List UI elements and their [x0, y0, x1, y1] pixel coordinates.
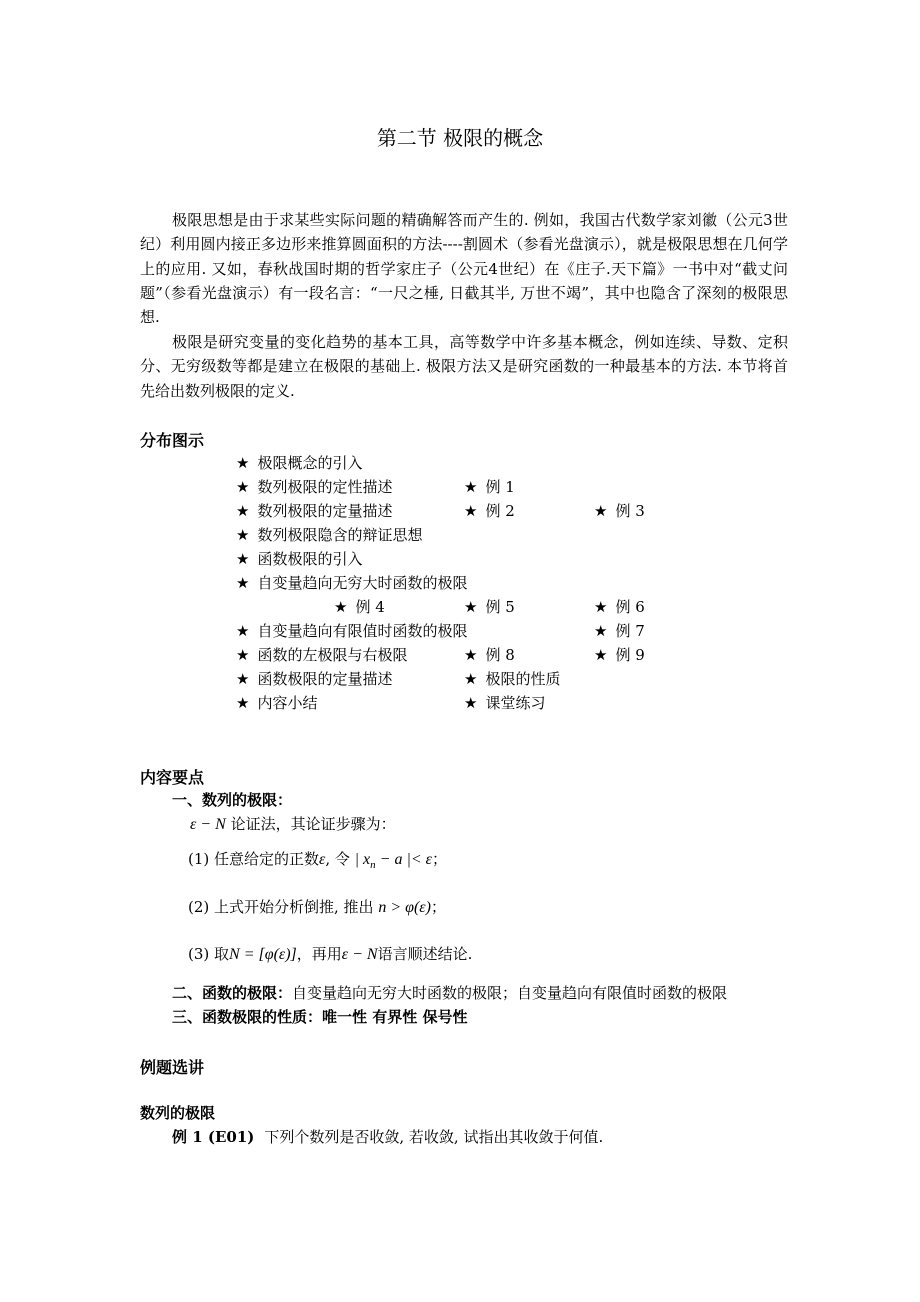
outline-heading: 分布图示 — [140, 431, 205, 450]
outline-example: ★ 例 4 — [334, 598, 385, 616]
outline-example: ★ 例 8 — [464, 646, 515, 664]
star-icon: ★ — [236, 574, 250, 592]
star-icon: ★ — [464, 646, 478, 664]
star-icon: ★ — [236, 550, 250, 568]
star-icon: ★ — [464, 670, 478, 688]
section-3-title: 三、函数极限的性质：唯一性 有界性 保号性 — [172, 1008, 468, 1026]
outline-example: ★ 例 3 — [594, 502, 645, 520]
outline-item: ★ 极限的性质 — [464, 670, 561, 688]
page-title: 第二节 极限的概念 — [376, 126, 544, 150]
outline-example: ★ 例 1 — [464, 478, 515, 496]
method-line: ε − N 论证法，其论证步骤为： — [190, 815, 396, 833]
outline-item: ★ 自变量趋向有限值时函数的极限 — [236, 622, 468, 640]
outline-item: ★ 数列极限的定量描述 — [236, 502, 393, 520]
star-icon: ★ — [334, 598, 348, 616]
outline-item: ★ 函数极限的引入 — [236, 550, 363, 568]
star-icon: ★ — [236, 694, 250, 712]
star-icon: ★ — [236, 478, 250, 496]
section-2: 二、函数的极限：自变量趋向无穷大时函数的极限；自变量趋向有限值时函数的极限 — [172, 984, 728, 1002]
star-icon: ★ — [236, 526, 250, 544]
outline-item: ★ 极限概念的引入 — [236, 454, 363, 472]
star-icon: ★ — [236, 670, 250, 688]
intro-paragraph-1: 极限思想是由于求某些实际问题的精确解答而产生的. 例如，我国古代数学家刘徽（公元3世纪）利用圆内接正多边形来推算圆面积的方法----割圆术（参看光盘演示），就是极限思想在几何学上的应用. 又如，春秋战国时期的哲学家庄子（公元4世纪）在《庄子.天下篇》一书中对“截丈问题”（参看光盘演示）有一段名言：“一尺之棰, 日截其半, 万世不竭”，其中也隐含了深刻的极限思想. — [140, 211, 788, 327]
intro-paragraph-2: 极限是研究变量的变化趋势的基本工具，高等数学中许多基本概念，例如连续、导数、定积分、无穷级数等都是建立在极限的基础上. 极限方法又是研究函数的一种最基本的方法. 本节将首先给出数列极限的定义. — [140, 333, 788, 400]
outline-item: ★ 函数的左极限与右极限 — [236, 646, 408, 664]
outline-item: ★ 数列极限的定性描述 — [236, 478, 393, 496]
star-icon: ★ — [236, 646, 250, 664]
step-2: (2) 上式开始分析倒推, 推出 n > φ(ε)； — [188, 898, 446, 916]
outline-item: ★ 课堂练习 — [464, 694, 546, 712]
key-points-heading: 内容要点 — [140, 768, 205, 787]
section-1-title: 一、数列的极限： — [172, 791, 293, 809]
star-icon: ★ — [594, 646, 608, 664]
star-icon: ★ — [464, 502, 478, 520]
outline-item: ★ 自变量趋向无穷大时函数的极限 — [236, 574, 468, 592]
outline-item: ★ 内容小结 — [236, 694, 318, 712]
star-icon: ★ — [236, 454, 250, 472]
step-3: (3) 取N = [φ(ε)]，再用ε − N语言顺述结论. — [188, 945, 473, 963]
examples-subheading: 数列的极限 — [140, 1104, 216, 1122]
star-icon: ★ — [236, 622, 250, 640]
star-icon: ★ — [594, 598, 608, 616]
step-1: (1) 任意给定的正数ε, 令 | $x_n - a$ |< ε； — [188, 850, 447, 872]
outline-example: ★ 例 9 — [594, 646, 645, 664]
outline-item: ★ 函数极限的定量描述 — [236, 670, 393, 688]
star-icon: ★ — [594, 502, 608, 520]
star-icon: ★ — [464, 598, 478, 616]
star-icon: ★ — [236, 502, 250, 520]
examples-heading: 例题选讲 — [140, 1058, 205, 1077]
example-1: 例 1 (E01) 下列个数列是否收敛, 若收敛, 试指出其收敛于何值. — [172, 1128, 604, 1146]
outline-example: ★ 例 7 — [594, 622, 645, 640]
outline-item: ★ 数列极限隐含的辩证思想 — [236, 526, 423, 544]
outline-example: ★ 例 2 — [464, 502, 515, 520]
outline-example: ★ 例 6 — [594, 598, 645, 616]
star-icon: ★ — [464, 478, 478, 496]
outline-example: ★ 例 5 — [464, 598, 515, 616]
star-icon: ★ — [464, 694, 478, 712]
star-icon: ★ — [594, 622, 608, 640]
